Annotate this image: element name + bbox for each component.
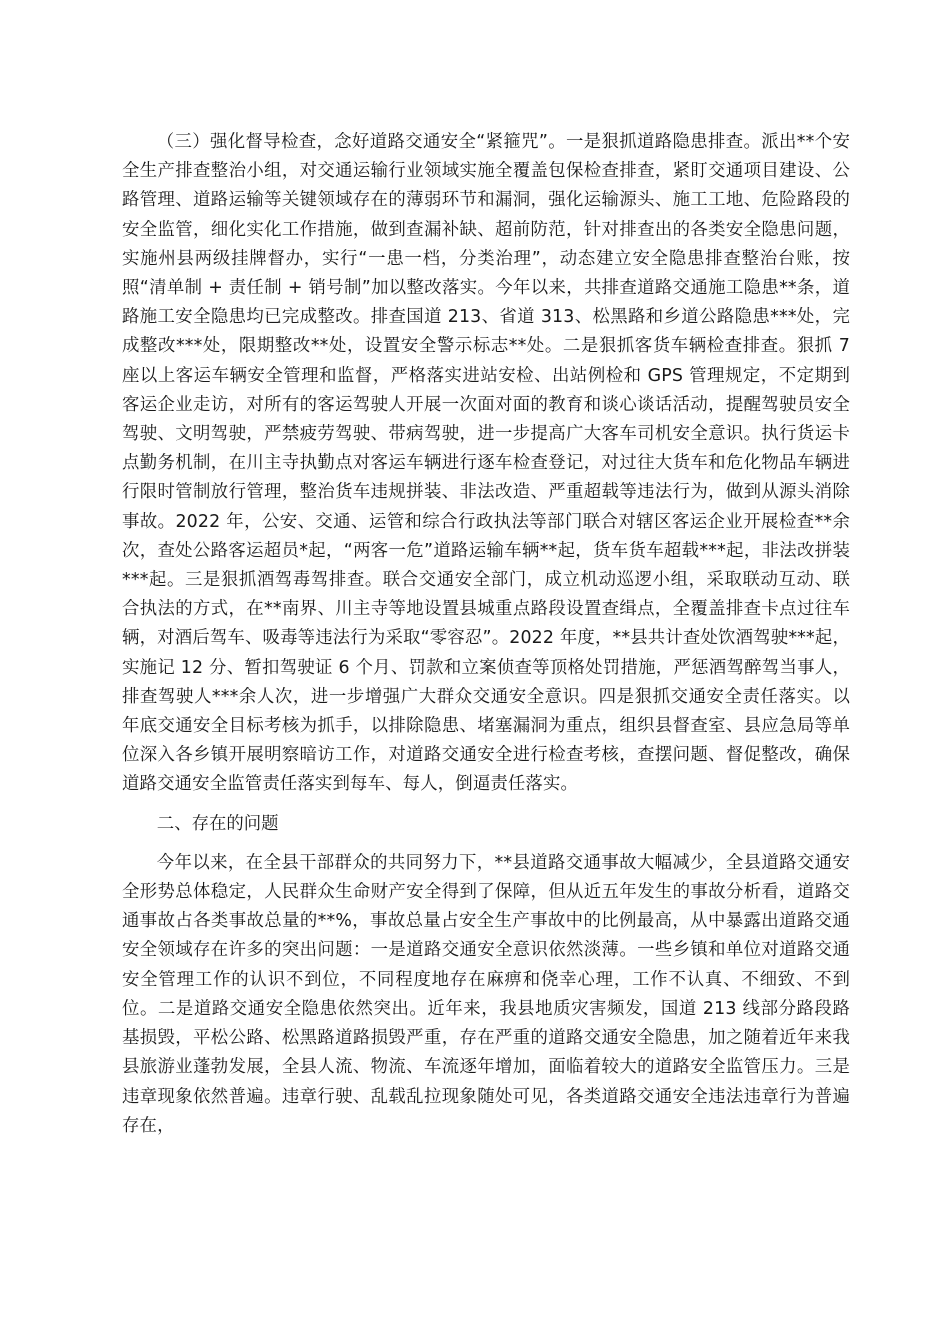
section-heading: 二、存在的问题 <box>156 813 279 834</box>
body-paragraph: （三）强化督导检查，念好道路交通安全“紧箍咒”。一是狠抓道路隐患排查。派出**个安全生产排查整治小组，对交通运输行业领域实施全覆盖包保检查排查，紧盯交通项目建设、公路管理、道路运输等关键领域存在的薄弱环节和漏洞，强化运输源头、施工工地、危险路段的安全监管，细化实化工作措施，做到查漏补缺、超前防范，针对排查出的各类安全隐患问题，实施州县两级挂牌督办，实行“一患一档，分类治理”，动态建立安全隐患排查整治台账，按照“清单制 + 责任制 + 销号制”加以整改落实。今年以来，共排查道路交通施工隐患**条，道路施工安全隐患均已完成整改。排查国道 213、省道 313、松黑路和乡道公路隐患***处，完成整改***处，限期整改**处，设置安全警示标志**处。二是狠抓客货车辆检查排查。狠抓 7 座以上客运车辆安全管理和监督，严格落实进站安检、出站例检和 GPS 管理规定，不定期到客运企业走访，对所有的客运驾驶人开展一次面对面的教育和谈心谈话活动，提醒驾驶员安全驾驶、文明驾驶，严禁疲劳驾驶、带病驾驶，进一步提高广大客车司机安全意识。执行货运卡点勤务机制，在川主寺执勤点对客运车辆进行逐车检查登记，对过往大货车和危化物品车辆进行限时管制放行管理，整治货车违规拼装、非法改造、严重超载等违法行为，做到从源头消除事故。2022 年，公安、交通、运管和综合行政执法等部门联合对辖区客运企业开展检查**余次，查处公路客运超员*起，“两客一危”道路运输车辆**起，货车货车超载***起，非法改拼装***起。三是狠抓酒驾毒驾排查。联合交通安全部门，成立机动巡逻小组，采取联动互动、联合执法的方式，在**南界、川主寺等地设置县城重点路段设置查缉点，全覆盖排查卡点过往车辆，对酒后驾车、吸毒等违法行为采取“零容忍”。2022 年度，**县共计查处饮酒驾驶***起，实施记 12 分、暂扣驾驶证 6 个月、罚款和立案侦查等顶格处罚措施，严惩酒驾醉驾当事人，排查驾驶人***余人次，进一步增强广大群众交通安全意识。四是狠抓交通安全责任落实。以年底交通安全目标考核为抓手，以排除隐患、堵塞漏洞为重点，组织县督查室、县应急局等单位深入各乡镇开展明察暗访工作，对道路交通安全进行检查考核，查摆问题、督促整改，确保道路交通安全监管责任落实到每车、每人，倒逼责任落实。 <box>122 132 850 795</box>
document-page <box>122 128 850 1141</box>
body-paragraph: 今年以来，在全县干部群众的共同努力下，**县道路交通事故大幅减少，全县道路交通安全形势总体稳定，人民群众生命财产安全得到了保障，但从近五年发生的事故分析看，道路交通事故占各类事故总量的**%，事故总量占安全生产事故中的比例最高，从中暴露出道路交通安全领域存在许多的突出问题：一是道路交通安全意识依然淡薄。一些乡镇和单位对道路交通安全管理工作的认识不到位，不同程度地存在麻痹和侥幸心理，工作不认真、不细致、不到位。二是道路交通安全隐患依然突出。近年来，我县地质灾害频发，国道 213 线部分路段路基损毁，平松公路、松黑路道路损毁严重，存在严重的道路交通安全隐患，加之随着近年来我县旅游业蓬勃发展，全县人流、物流、车流逐年增加，面临着较大的道路安全监管压力。三是违章现象依然普遍。违章行驶、乱载乱拉现象随处可见，各类道路交通安全违法违章行为普遍存在， <box>122 852 850 1136</box>
